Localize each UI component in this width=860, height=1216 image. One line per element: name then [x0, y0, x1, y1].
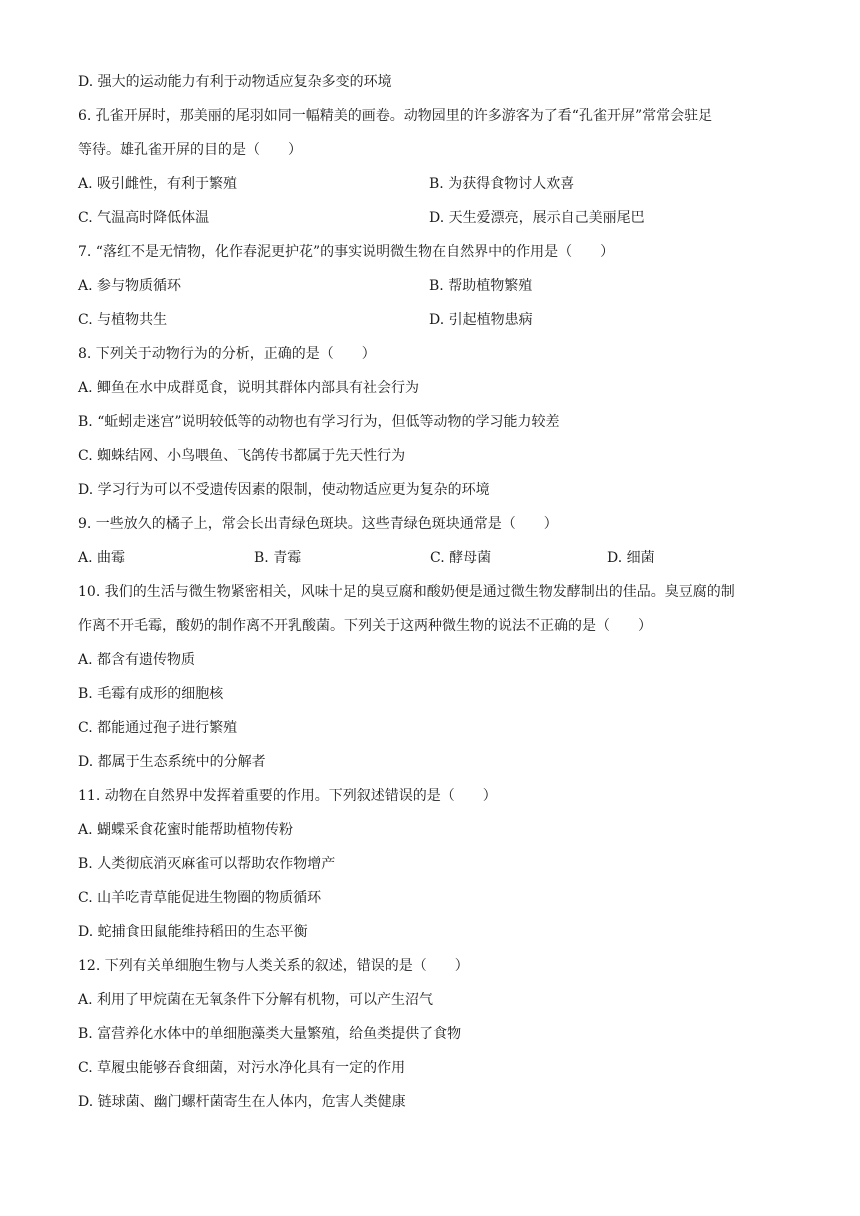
- q9-option-b: B. 青霉: [254, 550, 302, 566]
- q8-stem: 8. 下列关于动物行为的分析，正确的是（ ）: [78, 346, 376, 362]
- q11-option-a: A. 蝴蝶采食花蜜时能帮助植物传粉: [78, 822, 294, 838]
- q12-option-d: D. 链球菌、幽门螺杆菌寄生在人体内，危害人类健康: [78, 1094, 406, 1110]
- q10-option-b: B. 毛霉有成形的细胞核: [78, 686, 224, 702]
- q9-option-d: D. 细菌: [607, 550, 655, 566]
- q8-option-b: B. “蚯蚓走迷宫”说明较低等的动物也有学习行为，但低等动物的学习能力较差: [78, 414, 560, 430]
- q9-option-a: A. 曲霉: [78, 550, 126, 566]
- q9-option-c: C. 酵母菌: [430, 550, 492, 566]
- q6-stem-line-2: 等待。雄孔雀开屏的目的是（ ）: [78, 142, 302, 158]
- q10-stem-line-2: 作离不开毛霉，酸奶的制作离不开乳酸菌。下列关于这两种微生物的说法不正确的是（ ）: [78, 618, 652, 634]
- q6-options-row-2: [78, 208, 790, 228]
- q8-option-c: C. 蜘蛛结网、小鸟喂鱼、飞鸽传书都属于先天性行为: [78, 448, 406, 464]
- q9-options-row: [78, 548, 790, 568]
- q7-option-d: D. 引起植物患病: [429, 312, 533, 328]
- q10-stem: [78, 582, 790, 636]
- q10-option-d: D. 都属于生态系统中的分解者: [78, 754, 266, 770]
- q7-options-row-1: [78, 276, 790, 296]
- q12-option-b: B. 富营养化水体中的单细胞藻类大量繁殖，给鱼类提供了食物: [78, 1026, 462, 1042]
- q7-options-row-2: [78, 310, 790, 330]
- q6-option-d: D. 天生爱漂亮，展示自己美丽尾巴: [429, 210, 645, 226]
- q6-stem: [78, 106, 790, 160]
- q11-option-c: C. 山羊吃青草能促进生物圈的物质循环: [78, 890, 322, 906]
- q7-stem: 7. “落红不是无情物，化作春泥更护花”的事实说明微生物在自然界中的作用是（ ）: [78, 244, 615, 260]
- q7-option-c: C. 与植物共生: [78, 312, 168, 328]
- q6-options-row-1: [78, 174, 790, 194]
- q7-option-b: B. 帮助植物繁殖: [429, 278, 533, 294]
- q11-option-b: B. 人类彻底消灭麻雀可以帮助农作物增产: [78, 856, 336, 872]
- q6-stem-line-1: 6. 孔雀开屏时，那美丽的尾羽如同一幅精美的画卷。动物园里的许多游客为了看“孔雀开屏”常常会驻足: [78, 108, 713, 124]
- q12-option-c: C. 草履虫能够吞食细菌，对污水净化具有一定的作用: [78, 1060, 406, 1076]
- q6-option-b: B. 为获得食物讨人欢喜: [429, 176, 575, 192]
- q8-option-a: A. 鲫鱼在水中成群觅食，说明其群体内部具有社会行为: [78, 380, 420, 396]
- q11-option-d: D. 蛇捕食田鼠能维持稻田的生态平衡: [78, 924, 308, 940]
- q7-option-a: A. 参与物质循环: [78, 278, 182, 294]
- q12-option-a: A. 利用了甲烷菌在无氧条件下分解有机物，可以产生沼气: [78, 992, 434, 1008]
- q10-option-c: C. 都能通过孢子进行繁殖: [78, 720, 238, 736]
- q12-stem: 12. 下列有关单细胞生物与人类关系的叙述，错误的是（ ）: [78, 958, 469, 974]
- q8-option-d: D. 学习行为可以不受遗传因素的限制，使动物适应更为复杂的环境: [78, 482, 490, 498]
- q6-option-a: A. 吸引雌性，有利于繁殖: [78, 176, 238, 192]
- q11-stem: 11. 动物在自然界中发挥着重要的作用。下列叙述错误的是（ ）: [78, 788, 497, 804]
- q10-stem-line-1: 10. 我们的生活与微生物紧密相关，风味十足的臭豆腐和酸奶便是通过微生物发酵制出的佳品。臭豆腐的制: [78, 584, 735, 600]
- q5-option-d: D. 强大的运动能力有利于动物适应复杂多变的环境: [78, 74, 392, 90]
- q10-option-a: A. 都含有遗传物质: [78, 652, 196, 668]
- q9-stem: 9. 一些放久的橘子上，常会长出青绿色斑块。这些青绿色斑块通常是（ ）: [78, 516, 558, 532]
- q6-option-c: C. 气温高时降低体温: [78, 210, 210, 226]
